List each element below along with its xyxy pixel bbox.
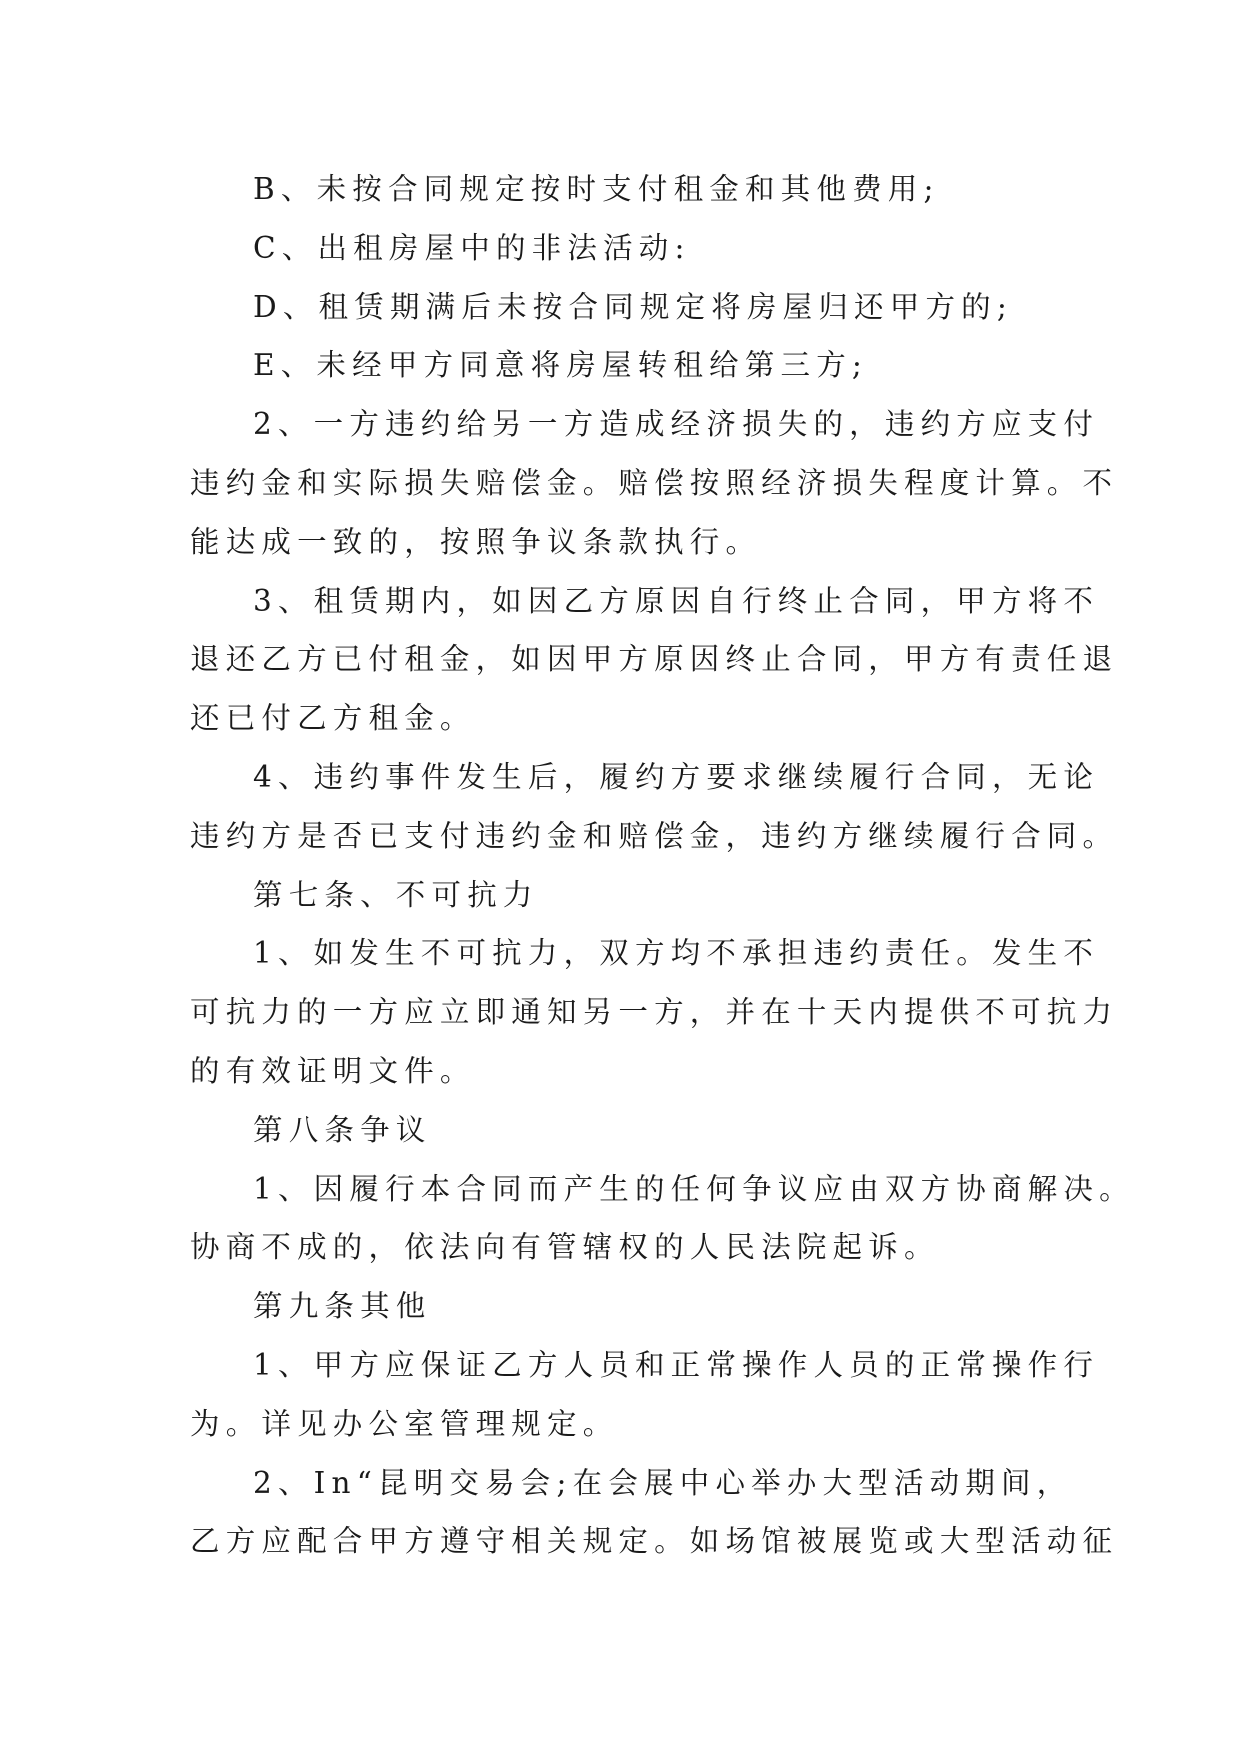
document-body — [190, 160, 1135, 1571]
text-line: 可抗力的一方应立即通知另一方，并在十天内提供不可抗力 — [190, 995, 1119, 1030]
section-heading-article-9: 第九条其他 — [253, 1289, 432, 1324]
text-line: 退还乙方已付租金，如因甲方原因终止合同，甲方有责任退 — [190, 642, 1119, 677]
text-line: 的有效证明文件。 — [190, 1053, 476, 1088]
text-line-item-2-start: 2、一方违约给另一方造成经济损失的，违约方应支付 — [253, 407, 1100, 442]
text-line-article-8-item-1: 1、因履行本合同而产生的任何争议应由双方协商解决。 — [253, 1171, 1135, 1206]
text-line: 协商不成的，依法向有管辖权的人民法院起诉。 — [190, 1230, 940, 1265]
text-line: 能达成一致的，按照争议条款执行。 — [190, 524, 762, 559]
text-line: 乙方应配合甲方遵守相关规定。如场馆被展览或大型活动征 — [190, 1524, 1119, 1559]
text-line-clause-b: B、未按合同规定按时支付租金和其他费用; — [253, 172, 940, 206]
text-line-item-4-start: 4、违约事件发生后，履约方要求继续履行合同，无论 — [253, 759, 1100, 794]
text-line-article-9-item-2: 2、In“昆明交易会;在会展中心举办大型活动期间， — [253, 1465, 1073, 1500]
text-line: 违约方是否已支付违约金和赔偿金，违约方继续履行合同。 — [190, 818, 1119, 853]
text-line: 违约金和实际损失赔偿金。赔偿按照经济损失程度计算。不 — [190, 465, 1119, 500]
text-line-article-9-item-1: 1、甲方应保证乙方人员和正常操作人员的正常操作行 — [253, 1347, 1100, 1382]
section-heading-article-8: 第八条争议 — [253, 1112, 432, 1147]
text-line-clause-e: E、未经甲方同意将房屋转租给第三方; — [253, 348, 869, 383]
text-line: 为。详见办公室管理规定。 — [190, 1406, 619, 1441]
text-line-clause-c: C、出租房屋中的非法活动: — [253, 230, 691, 265]
text-line: 还已付乙方租金。 — [190, 701, 476, 736]
text-line-article-7-item-1: 1、如发生不可抗力，双方均不承担违约责任。发生不 — [253, 936, 1100, 971]
section-heading-article-7: 第七条、不可抗力 — [253, 877, 539, 912]
text-line-clause-d: D、租赁期满后未按合同规定将房屋归还甲方的; — [253, 289, 1013, 324]
text-line-item-3-start: 3、租赁期内，如因乙方原因自行终止合同，甲方将不 — [253, 583, 1100, 618]
